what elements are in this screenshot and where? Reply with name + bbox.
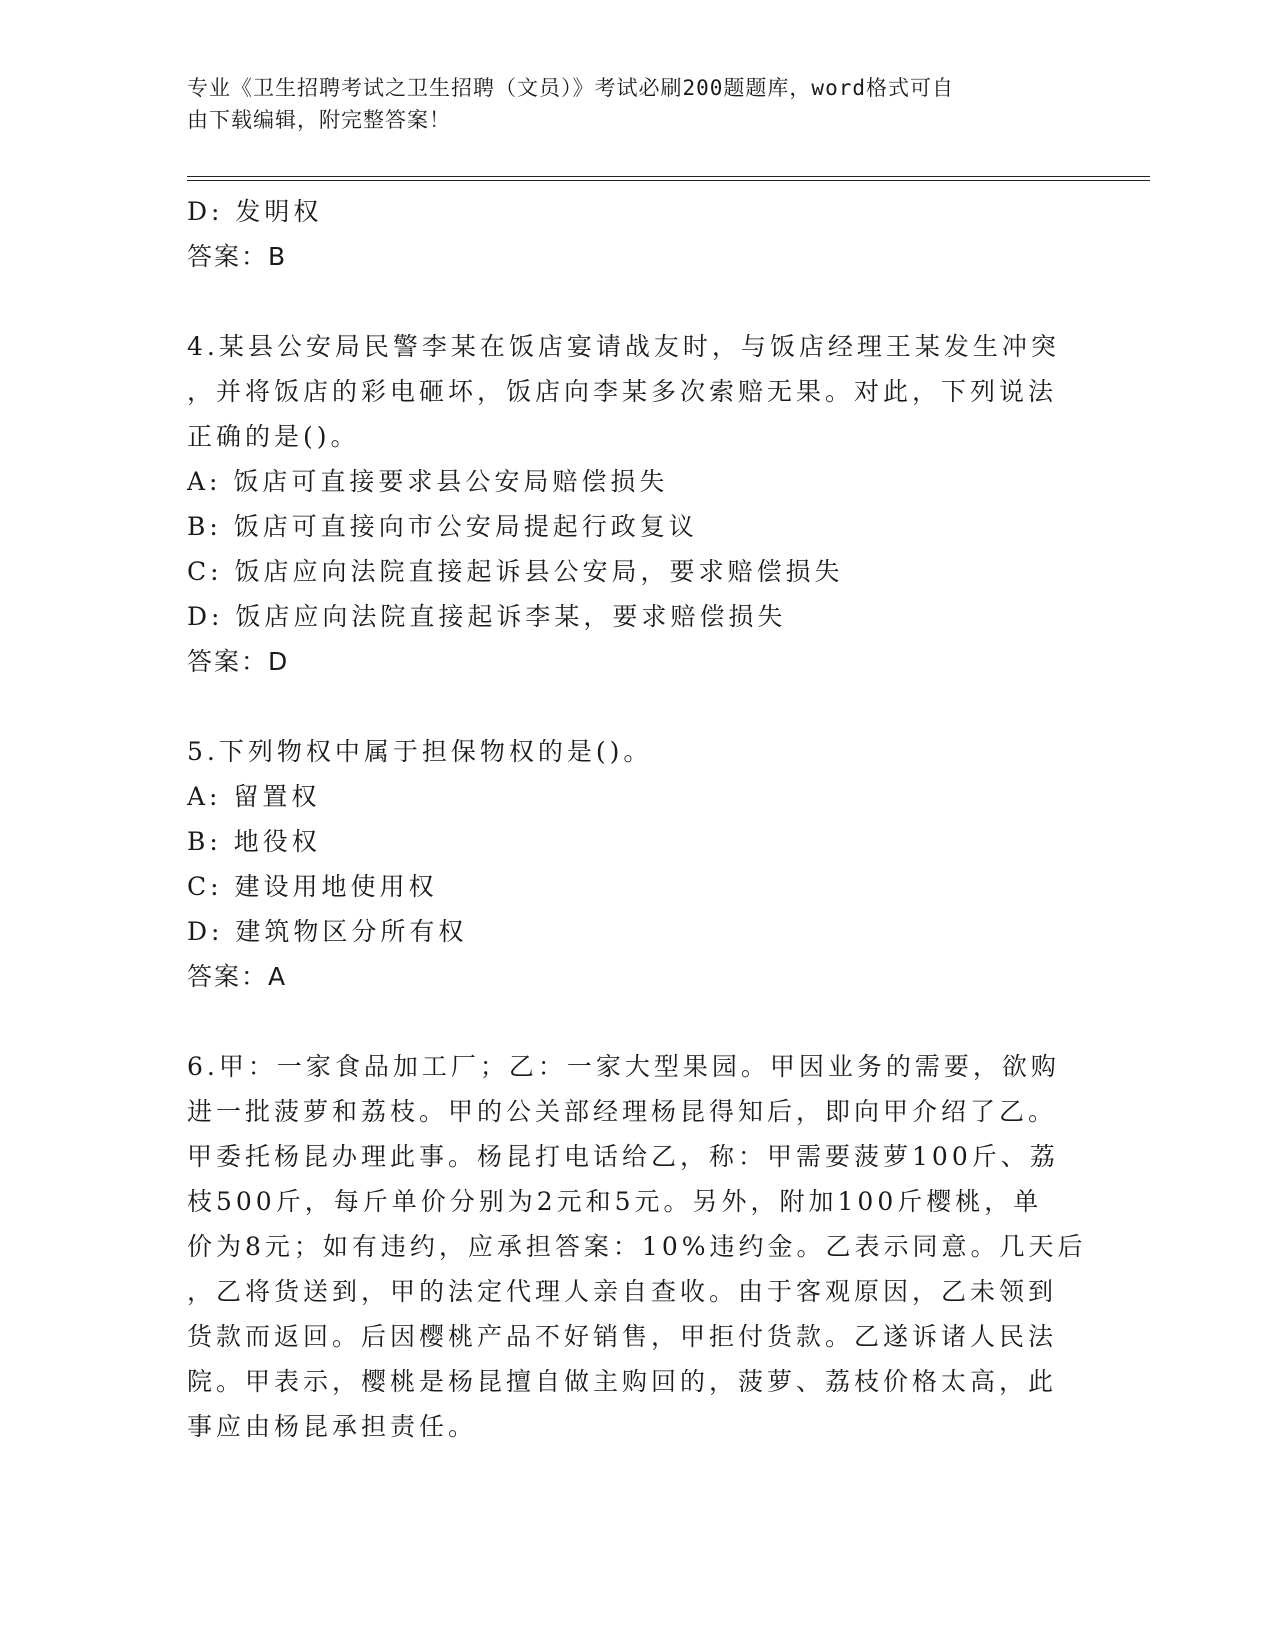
q3-answer: 答案：B [187,242,288,271]
q5-option-c: C: 建设用地使用权 [187,872,438,901]
q6-stem-line: 甲委托杨昆办理此事。杨昆打电话给乙，称：甲需要菠萝100斤、荔 [187,1142,1059,1171]
q4-stem-line: 4.某县公安局民警李某在饭店宴请战友时，与饭店经理王某发生冲突 [187,332,1060,361]
spacer [187,684,1067,729]
header-divider-top [187,176,1150,177]
question-6 [187,1044,1087,1449]
q4-option-a: A: 饭店可直接要求县公安局赔偿损失 [187,467,669,496]
q3-option-d: D: 发明权 [187,197,323,226]
q4-stem-line: 正确的是()。 [187,422,360,451]
header-line-1: 专业《卫生招聘考试之卫生招聘（文员）》考试必刷200题题库，word格式可自 [187,76,954,100]
q5-answer: 答案：A [187,962,288,991]
q4-option-d: D: 饭店应向法院直接起诉李某，要求赔偿损失 [187,602,787,631]
q6-stem-line: 价为8元；如有违约，应承担答案：10%违约金。乙表示同意。几天后 [187,1232,1087,1261]
q4-answer: 答案：D [187,647,290,676]
spacer [187,279,1067,324]
question-5 [187,729,1067,999]
q6-stem-line: 进一批菠萝和荔枝。甲的公关部经理杨昆得知后，即向甲介绍了乙。 [187,1097,1058,1126]
question-4 [187,324,1067,684]
q6-stem-line: 事应由杨昆承担责任。 [187,1412,478,1441]
q6-stem-line: ，乙将货送到，甲的法定代理人亲自查收。由于客观原因，乙未领到 [187,1277,1058,1306]
q5-option-d: D: 建筑物区分所有权 [187,917,468,946]
document-header [187,72,1067,136]
q4-stem-line: ，并将饭店的彩电砸坏，饭店向李某多次索赔无果。对此，下列说法 [187,377,1058,406]
q6-stem-line: 6.甲：一家食品加工厂；乙：一家大型果园。甲因业务的需要，欲购 [187,1052,1060,1081]
q6-stem-line: 枝500斤，每斤单价分别为2元和5元。另外，附加100斤樱桃，单 [187,1187,1043,1216]
q5-option-b: B: 地役权 [187,827,321,856]
question-content [187,189,1087,1449]
header-divider-bottom [187,180,1150,181]
q5-stem-line: 5.下列物权中属于担保物权的是()。 [187,737,653,766]
q4-option-c: C: 饭店应向法院直接起诉县公安局，要求赔偿损失 [187,557,844,586]
q6-stem-line: 货款而返回。后因樱桃产品不好销售，甲拒付货款。乙遂诉诸人民法 [187,1322,1058,1351]
q6-stem-line: 院。甲表示，樱桃是杨昆擅自做主购回的，菠萝、荔枝价格太高，此 [187,1367,1058,1396]
q4-option-b: B: 饭店可直接向市公安局提起行政复议 [187,512,698,541]
header-line-2: 由下载编辑，附完整答案！ [187,108,451,132]
spacer [187,999,1067,1044]
q5-option-a: A: 留置权 [187,782,321,811]
